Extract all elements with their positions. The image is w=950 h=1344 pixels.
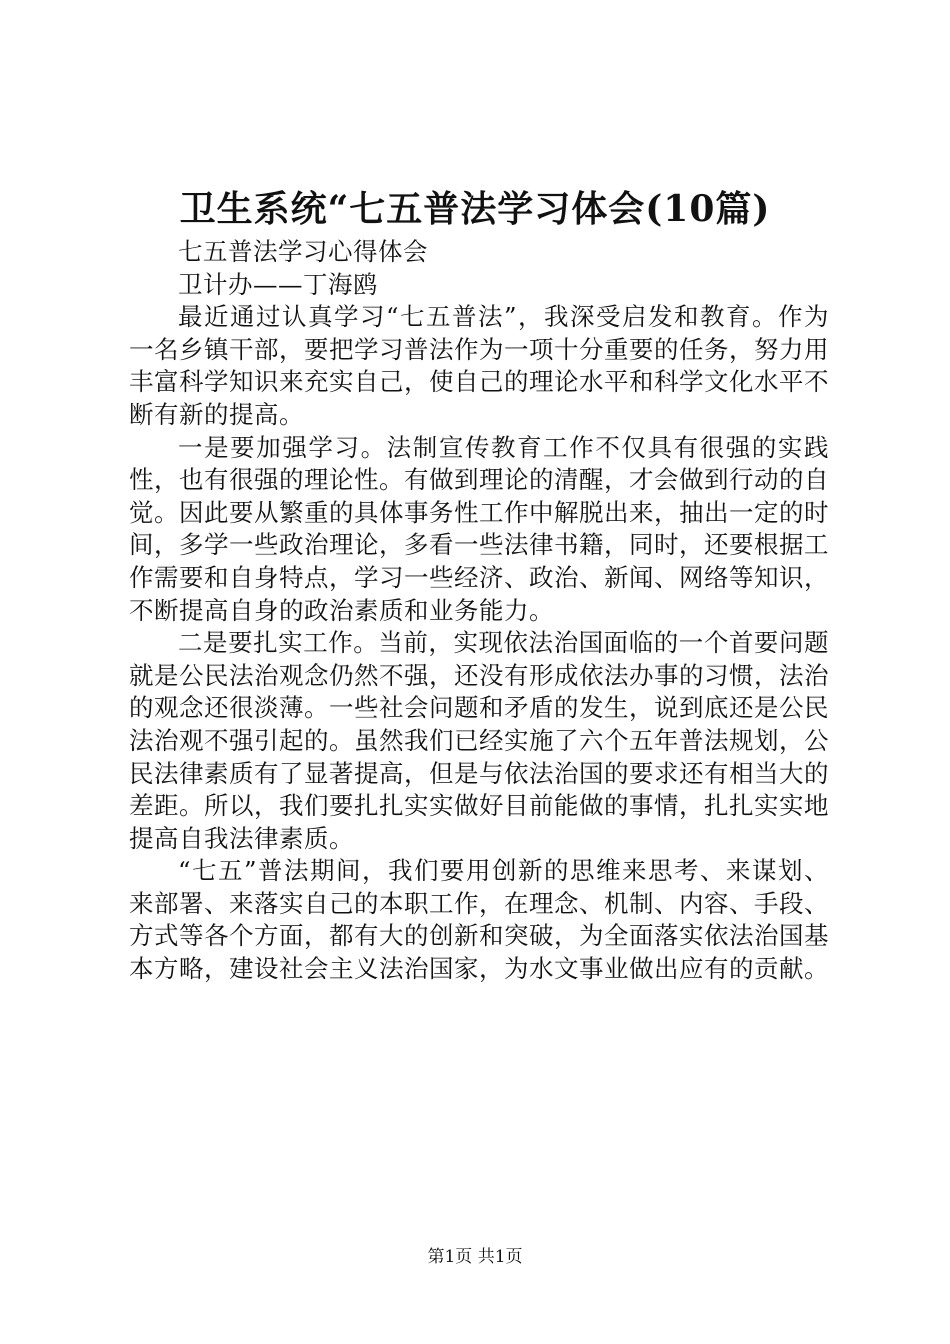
page-footer: 第1页 共1页 [427,1247,523,1267]
body-paragraph: 二是要扎实工作。当前，实现依法治国面临的一个首要问题就是公民法治观念仍然不强，还没有形成依法办事的习惯，法治的观念还很淡薄。一些社会问题和矛盾的发生，说到底还是公民法治观不强引起的。虽然我们已经实施了六个五年普法规划，公民法律素质有了显著提高，但是与依法治国的要求还有相当大的差距。所以，我们要扎扎实实做好目前能做的事情，扎扎实实地提高自我法律素质。 [129,628,829,853]
document-title: 卫生系统“七五普法学习体会(10篇) [179,188,771,230]
subtitle-paragraph: 七五普法学习心得体会 [178,237,428,266]
body-paragraph: 一是要加强学习。法制宣传教育工作不仅具有很强的实践性，也有很强的理论性。有做到理论的清醒，才会做到行动的自觉。因此要从繁重的具体事务性工作中解脱出来，抽出一定的时间，多学一些政治理论，多看一些法律书籍，同时，还要根据工作需要和自身特点，学习一些经济、政治、新闻、网络等知识，不断提高自身的政治素质和业务能力。 [129,432,829,625]
body-paragraph: “七五”普法期间，我们要用创新的思维来思考、来谋划、来部署、来落实自己的本职工作，在理念、机制、内容、手段、方式等各个方面，都有大的创新和突破，为全面落实依法治国基本方略，建设社会主义法治国家，为水文事业做出应有的贡献。 [129,856,829,984]
body-paragraph: 最近通过认真学习“七五普法”，我深受启发和教育。作为一名乡镇干部，要把学习普法作为一项十分重要的任务，努力用丰富科学知识来充实自己，使自己的理论水平和科学文化水平不断有新的提高。 [129,302,829,429]
document-body [129,236,829,986]
author-paragraph: 卫计办——丁海鸥 [178,269,378,299]
